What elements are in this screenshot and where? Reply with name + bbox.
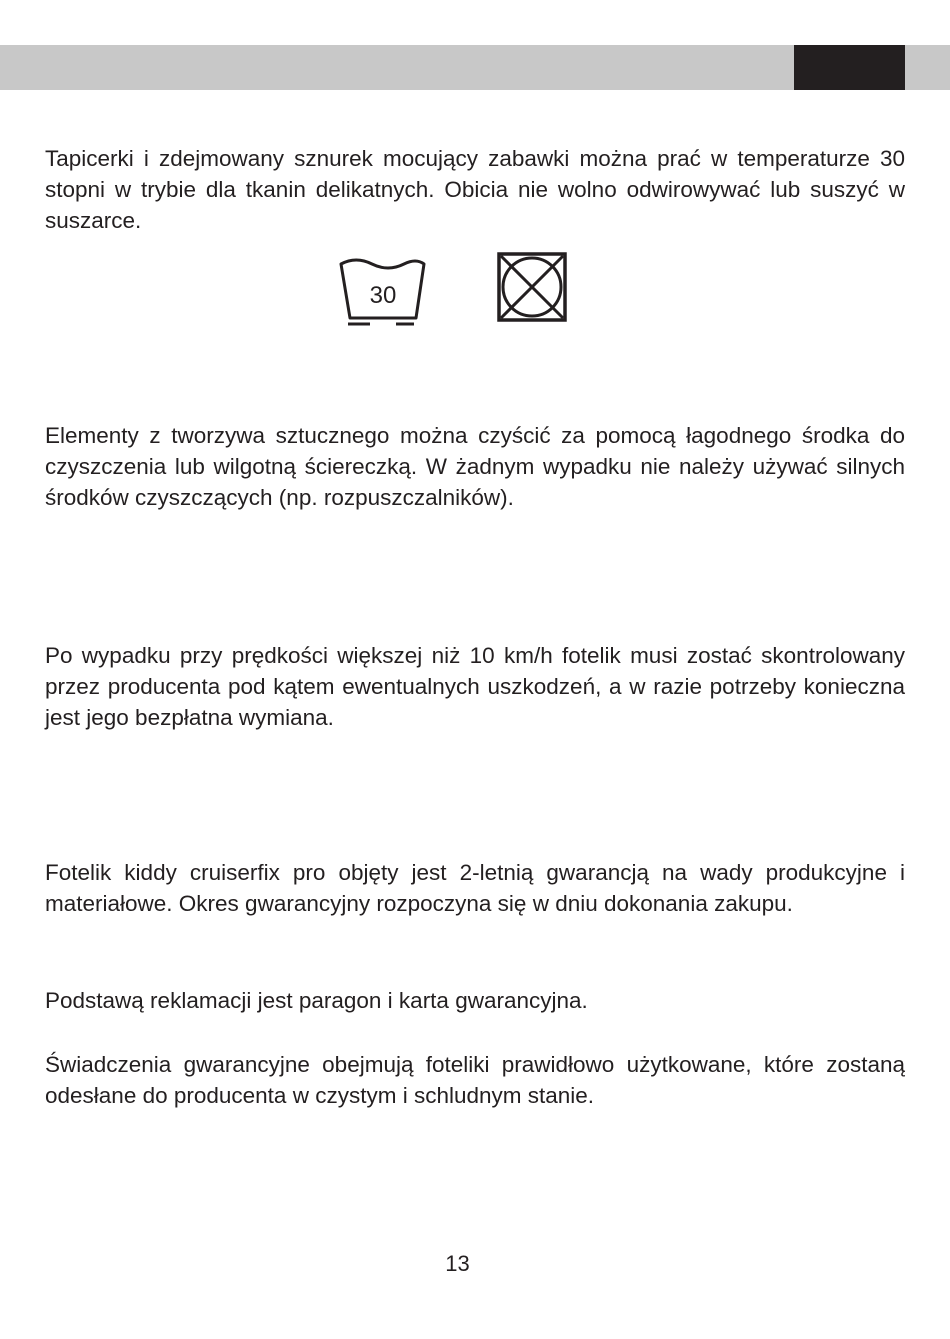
page-number: 13 xyxy=(445,1251,470,1276)
claim-basis-paragraph: Podstawą reklamacji jest paragon i karta gwarancyjna. xyxy=(45,988,588,1013)
warranty-paragraph: Fotelik kiddy cruiserfix pro objęty jest 2-letnią gwarancją na wady produkcyjne i materiałowe. Okres gwarancyjny rozpoczyna się w dniu dokonania zakupu. xyxy=(45,860,905,916)
after-accident-paragraph: Po wypadku przy prędkości większej niż 10 km/h fotelik musi zostać skontrolowany przez producenta pod kątem ewentualnych uszkodzeń, a w razie potrzeby konieczna jest jego bezpłatna wymiana. xyxy=(45,643,905,730)
header-marker-block xyxy=(794,45,905,90)
plastic-cleaning-paragraph: Elementy z tworzywa sztucznego można czyścić za pomocą łagodnego środka do czyszczenia lub wilgotną ściereczką. W żadnym wypadku nie należy używać silnych środków czyszczących (np. rozpuszczalników). xyxy=(45,423,905,510)
wash-30-gentle-icon xyxy=(338,254,428,328)
no-tumble-dry-icon xyxy=(497,252,569,324)
wash-temperature-label: 30 xyxy=(369,282,397,309)
warranty-scope-paragraph: Świadczenia gwarancyjne obejmują foteliki prawidłowo użytkowane, które zostaną odesłane do producenta w czystym i schludnym stanie. xyxy=(45,1052,905,1108)
washing-paragraph: Tapicerki i zdejmowany sznurek mocujący zabawki można prać w temperaturze 30 stopni w trybie dla tkanin delikatnych. Obicia nie wolno odwirowywać lub suszyć w suszarce. xyxy=(45,146,905,233)
